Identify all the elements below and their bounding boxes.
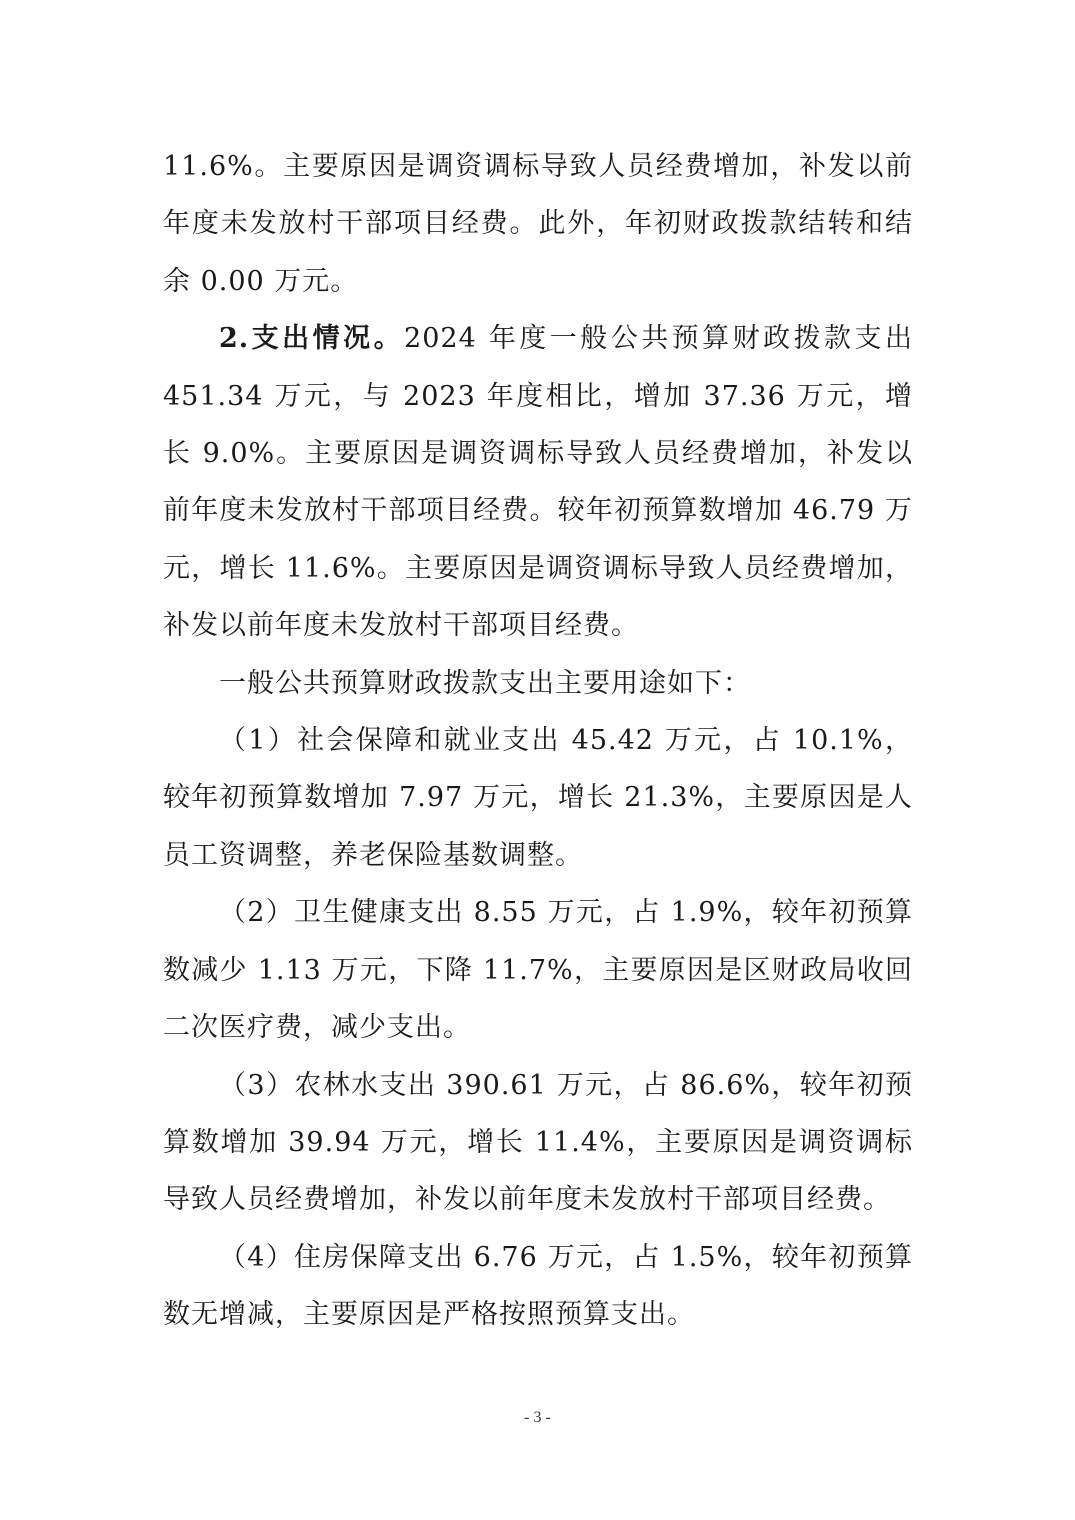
paragraph-revenue-continuation: 11.6%。主要原因是调资调标导致人员经费增加，补发以前年度未发放村干部项目经费。此外，年初财政拨款结转和结余 0.00 万元。 (163, 151, 913, 297)
paragraph-expenditure-overview (163, 310, 913, 654)
section-heading: 2.支出情况。 (219, 323, 405, 355)
paragraph-item-health: （2）卫生健康支出 8.55 万元，占 1.9%，较年初预算数减少 1.13 万元，下降 11.7%，主要原因是区财政局收回二次医疗费，减少支出。 (163, 897, 913, 1044)
paragraph-expenditure-text: 2024 年度一般公共预算财政拨款支出 451.34 万元，与 2023 年度相比，增加 37.36 万元，增长 9.0%。主要原因是调资调标导致人员经费增加，补发以前年度未发放村干部项目经费。较年初预算数增加 46.79 万元，增长 11.6%。主要原因是调资调标导致人员经费增加，补发以前年度未发放村干部项目经费。 (163, 323, 914, 642)
paragraph-item-social-security: （1）社会保障和就业支出 45.42 万元，占 10.1%，较年初预算数增加 7.97 万元，增长 21.3%，主要原因是人员工资调整，养老保险基数调整。 (163, 725, 913, 871)
document-body (163, 138, 913, 1344)
paragraph-item-agriculture: （3）农林水支出 390.61 万元，占 86.6%，较年初预算数增加 39.94 万元，增长 11.4%，主要原因是调资调标导致人员经费增加，补发以前年度未发放村干部项目经费。 (163, 1069, 913, 1216)
page-number: - 3 - (524, 1409, 551, 1426)
paragraph-item-housing: （4）住房保障支出 6.76 万元，占 1.5%，较年初预算数无增减，主要原因是严格按照预算支出。 (163, 1241, 913, 1331)
paragraph-uses-intro: 一般公共预算财政拨款支出主要用途如下： (219, 667, 751, 699)
